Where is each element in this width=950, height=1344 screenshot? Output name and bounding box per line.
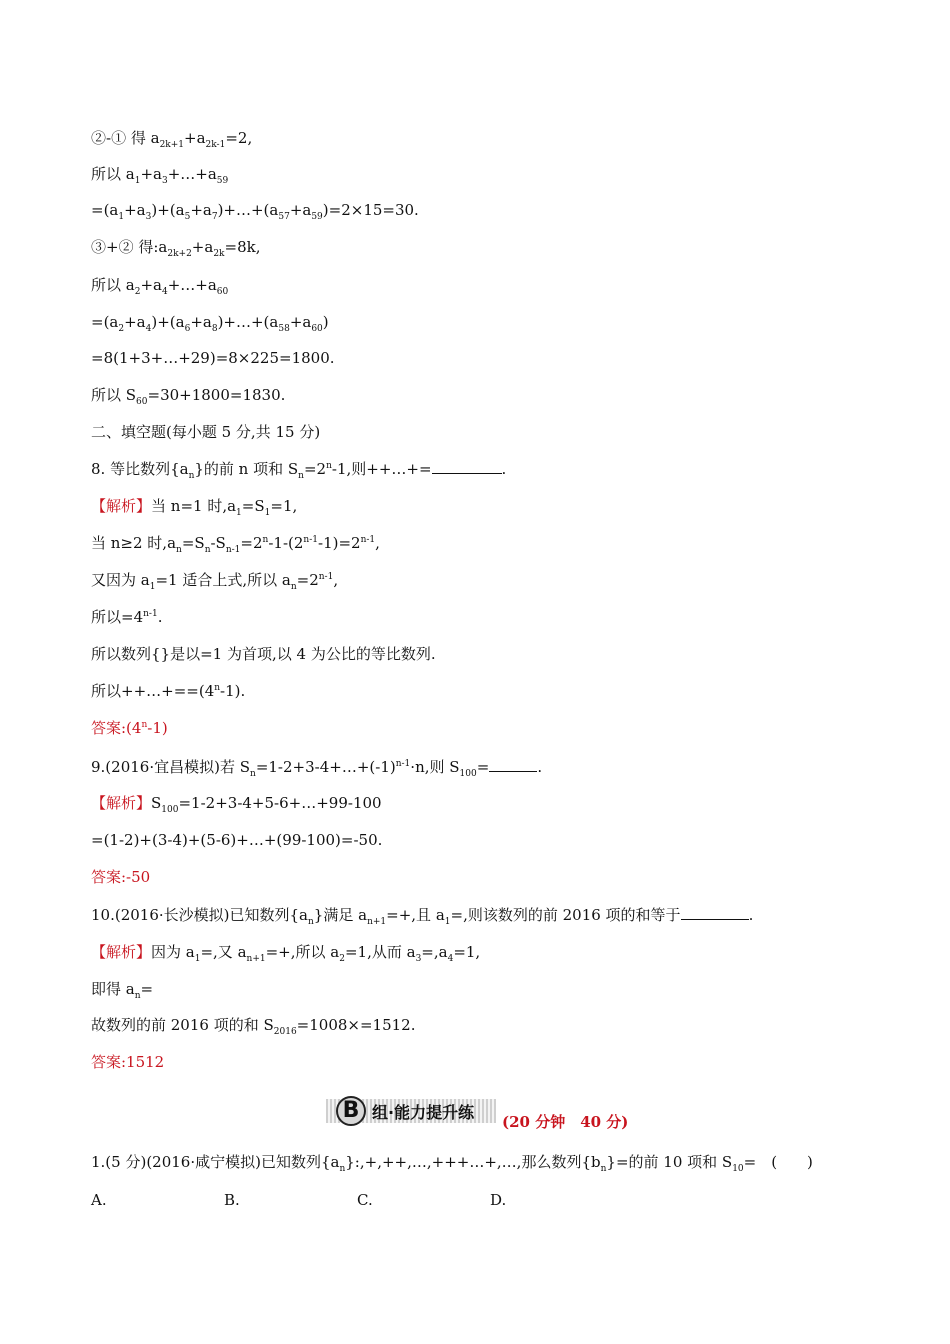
subscript: 2k+1 xyxy=(159,140,185,150)
line-5: 所以 $a_2+a_4+\dots+a_{60}$ xyxy=(91,276,229,297)
superscript: n-1 xyxy=(303,535,318,545)
answer-8 xyxy=(91,718,168,738)
answer-blank xyxy=(432,459,502,474)
subscript: 5 xyxy=(184,212,191,222)
subscript: 1 xyxy=(236,508,242,518)
answer-9 xyxy=(91,867,150,887)
subscript: 3 xyxy=(415,954,422,964)
subscript: 10 xyxy=(732,1164,744,1174)
subscript: 4 xyxy=(145,324,152,334)
subscript: 58 xyxy=(278,324,290,334)
question-10: 10.(2016·长沙模拟)已知数列$\{a_n\}$满足 $a_{n+1}=+$,且 $a_1=$,则该数列的前 2016 项的和等于 . xyxy=(91,906,754,927)
red-label: 答案:1512 xyxy=(91,1053,165,1071)
line-16: 所以$++\dots+==(4^n-1)$. xyxy=(91,682,246,700)
subscript: 100 xyxy=(459,769,477,779)
line-13: 又因为 $a_1=1$ 适合上式,所以 $a_n=2^{n-1}$, xyxy=(91,571,339,592)
subscript: 6 xyxy=(184,324,191,334)
banner-time: (20 分钟 40 分) xyxy=(502,1113,629,1131)
subscript: 1 xyxy=(194,954,201,964)
answer-blank xyxy=(681,905,749,920)
red-label: 【解析】 xyxy=(91,943,152,961)
red-label: 答案:(4 xyxy=(91,719,142,737)
line-15: 所以数列{}是以=1 为首项,以 4 为公比的等比数列. xyxy=(91,645,436,663)
subscript: 60 xyxy=(136,397,148,407)
line-7: =8(1+3+…+29)=8×225=1800. xyxy=(91,349,335,367)
question-b1: 1.(5 分)(2016·咸宁模拟)已知数列$\{a_n\}:,+,++,\dots,+++\dots+,\dots$,那么数列$\{b_n\}=$的前 10 项和 $S_{10}=$ ( ) xyxy=(91,1153,813,1174)
line-8: 所以 $S_{60}=30+1800=1830$. xyxy=(91,386,286,407)
red-label: 答案:-50 xyxy=(91,868,151,886)
subscript: 2 xyxy=(134,287,141,297)
subscript: 1 xyxy=(149,582,156,592)
banner-letter: B xyxy=(336,1096,366,1126)
subscript: n+1 xyxy=(367,917,387,927)
subscript: 1 xyxy=(444,917,451,927)
superscript: n-1 xyxy=(360,535,376,545)
subscript: 2k+2 xyxy=(167,249,192,259)
subscript: 2k xyxy=(213,249,225,259)
line-12: 当 n≥2 时$,a_n=S_n-S_{n-1}=2^n-1-(2^{n-1}-1)=2^{n-1}$, xyxy=(91,534,380,555)
subscript: n xyxy=(600,1164,607,1174)
option-d: D. xyxy=(490,1191,507,1209)
subscript: n-1 xyxy=(225,545,241,555)
subscript: n xyxy=(339,1164,346,1174)
line-19: 【解析】$S_{100}=1-2+3-4+5-6+\dots+99-100$ xyxy=(91,794,382,815)
subscript: n xyxy=(176,545,182,555)
subscript: 3 xyxy=(145,212,152,222)
question-8: 8. 等比数列$\{a_n\}$的前 n 项和 $S_n=2^n-1$,则++…+= . xyxy=(91,460,507,481)
subscript: 3 xyxy=(161,176,168,186)
subscript: 2 xyxy=(118,324,125,334)
subscript: 7 xyxy=(211,212,218,222)
subscript: 2k-1 xyxy=(205,140,226,150)
red-label: -1) xyxy=(147,719,168,737)
subscript: 59 xyxy=(311,212,323,222)
section-banner xyxy=(326,1096,636,1136)
superscript: n-1 xyxy=(395,759,411,769)
subscript: n xyxy=(308,917,314,927)
subscript: 4 xyxy=(161,287,168,297)
subscript: 59 xyxy=(216,176,229,186)
superscript: n xyxy=(214,683,221,693)
subscript: n xyxy=(188,471,195,481)
line-25: 故数列的前 2016 项的和 $S_{2016}=1008\times=1512$. xyxy=(91,1016,416,1037)
line-23: 【解析】因为 $a_1=$,又 $a_{n+1}=+$,所以 $a_2=1$,从而 $a_3=,a_4=1$, xyxy=(91,943,481,964)
subscript: n xyxy=(204,545,211,555)
superscript: n-1 xyxy=(318,572,334,582)
line-4: ③+② 得$:a_{2k+2}+a_{2k}=8k$, xyxy=(91,238,261,259)
line-14: 所以$=4^{n-1}$. xyxy=(91,608,163,626)
subscript: 100 xyxy=(161,805,179,815)
line-2: 所以 $a_1+a_3+\dots+a_{59}$ xyxy=(91,165,229,186)
option-c: C. xyxy=(357,1191,373,1209)
superscript: n xyxy=(262,535,269,545)
line-3: $=(a_1+a_3)+(a_5+a_7)+\dots+(a_{57}+a_{59})=2\times 15=30$. xyxy=(91,201,419,222)
subscript: n xyxy=(298,471,304,481)
superscript: n xyxy=(141,720,148,730)
subscript: n xyxy=(250,769,256,779)
subscript: 1 xyxy=(264,508,271,518)
subscript: 60 xyxy=(216,287,229,297)
red-label: 【解析】 xyxy=(91,497,152,515)
subscript: 4 xyxy=(447,954,454,964)
subscript: 60 xyxy=(311,324,323,334)
line-11: 【解析】当 n=1 时$,a_1=S_1=1$, xyxy=(91,497,298,518)
subscript: n xyxy=(134,991,141,1001)
banner-title: 组·能力提升练 xyxy=(372,1103,475,1122)
question-9: 9.(2016·宜昌模拟)若 $S_n=1-2+3-4+\dots+(-1)^{n-1}\cdot n$,则 $S_{100}=$ . xyxy=(91,758,543,779)
subscript: 2016 xyxy=(273,1027,297,1037)
superscript: n-1 xyxy=(143,609,158,619)
option-b: B. xyxy=(224,1191,240,1209)
line-20: =(1-2)+(3-4)+(5-6)+…+(99-100)=-50. xyxy=(91,831,383,849)
subscript: n+1 xyxy=(246,954,266,964)
answer-10 xyxy=(91,1052,164,1072)
red-label: 【解析】 xyxy=(91,794,152,812)
subscript: 57 xyxy=(278,212,290,222)
line-1: ②-① 得 $a_{2k+1}+a_{2k-1}=2$, xyxy=(91,129,253,150)
subscript: 8 xyxy=(211,324,218,334)
section-heading: 二、填空题(每小题 5 分,共 15 分) xyxy=(91,423,321,441)
answer-blank xyxy=(489,757,537,772)
option-a: A. xyxy=(91,1191,107,1209)
line-6: $=(a_2+a_4)+(a_6+a_8)+\dots+(a_{58}+a_{60})$ xyxy=(91,313,329,334)
subscript: n xyxy=(290,582,297,592)
subscript: 1 xyxy=(118,212,125,222)
subscript: 1 xyxy=(134,176,141,186)
line-24: 即得 $a_n=$ xyxy=(91,980,154,1001)
superscript: n xyxy=(326,461,332,471)
subscript: 2 xyxy=(339,954,345,964)
